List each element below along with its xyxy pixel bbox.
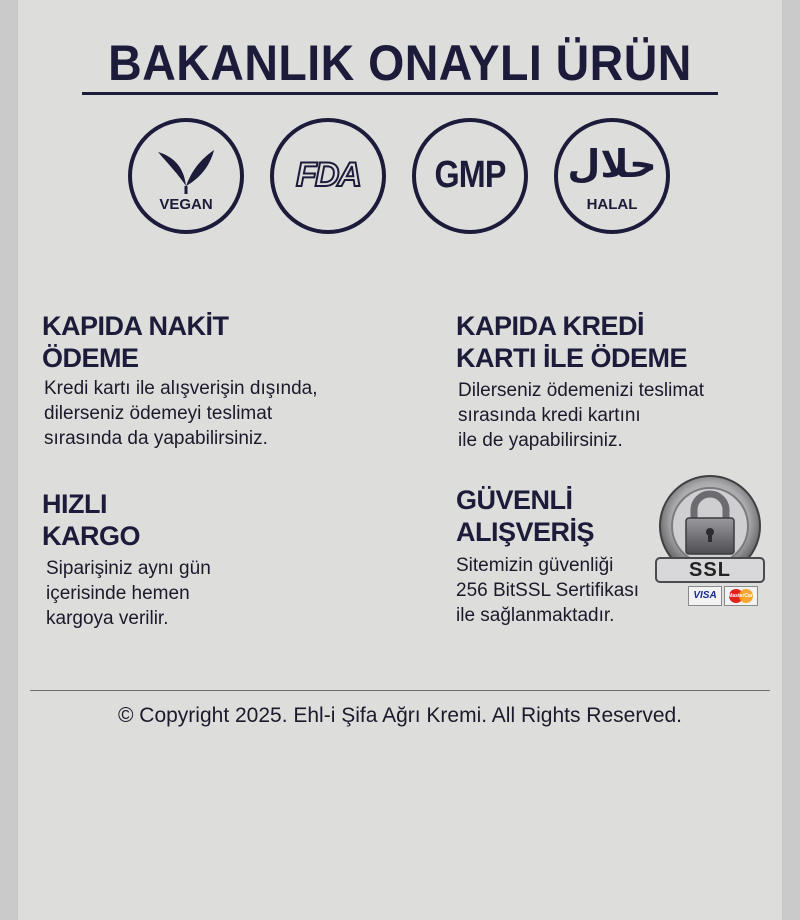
- title-underline: [82, 92, 718, 95]
- card-on-delivery-title: KAPIDA KREDİ KARTI İLE ÖDEME: [456, 311, 688, 373]
- certification-badges: [18, 118, 782, 242]
- ssl-badge: [654, 474, 766, 608]
- page-edge-left: [0, 0, 18, 920]
- visa-label: VISA: [693, 590, 717, 601]
- mastercard-icon: [724, 586, 758, 606]
- ssl-label: SSL: [689, 559, 731, 581]
- cash-on-delivery-description: Kredi kartı ile alışverişin dışında, dilerseniz ödemeyi teslimat sırasında da yapabilirsiniz.: [44, 378, 318, 449]
- vegan-label: VEGAN: [159, 196, 213, 213]
- visa-card-icon: [688, 586, 722, 606]
- card-on-delivery-description: Dilerseniz ödemenizi teslimat sırasında kredi kartını ile de yapabilirsiniz.: [458, 380, 705, 451]
- gmp-label: GMP: [434, 154, 506, 196]
- fast-shipping-title: HIZLI KARGO: [42, 489, 140, 551]
- fast-shipping-description: Siparişiniz aynı gün içerisinde hemen kargoya verilir.: [46, 558, 211, 629]
- cash-on-delivery-title: KAPIDA NAKİT ÖDEME: [42, 311, 229, 373]
- footer-divider: [30, 690, 770, 691]
- secure-shopping-description: Sitemizin güvenliği 256 BitSSL Sertifikası ile sağlanmaktadır.: [456, 555, 640, 626]
- halal-arabic-text: حلال: [567, 142, 657, 186]
- fda-label: FDA: [296, 156, 360, 194]
- vegan-badge: [128, 118, 244, 234]
- page-edge-right: [782, 0, 800, 920]
- page-title: BAKANLIK ONAYLI ÜRÜN: [108, 35, 692, 91]
- gmp-badge: [412, 118, 528, 234]
- mastercard-label: MasterCard: [728, 593, 756, 599]
- content-panel: [18, 0, 782, 920]
- halal-label: HALAL: [586, 196, 638, 213]
- halal-badge: [554, 118, 670, 234]
- fda-badge: [270, 118, 386, 234]
- vegan-leaf-icon: [132, 122, 240, 230]
- secure-shopping-title: GÜVENLİ ALIŞVERİŞ: [456, 485, 595, 547]
- copyright-text: © Copyright 2025. Ehl-i Şifa Ağrı Kremi. All Rights Reserved.: [117, 704, 683, 727]
